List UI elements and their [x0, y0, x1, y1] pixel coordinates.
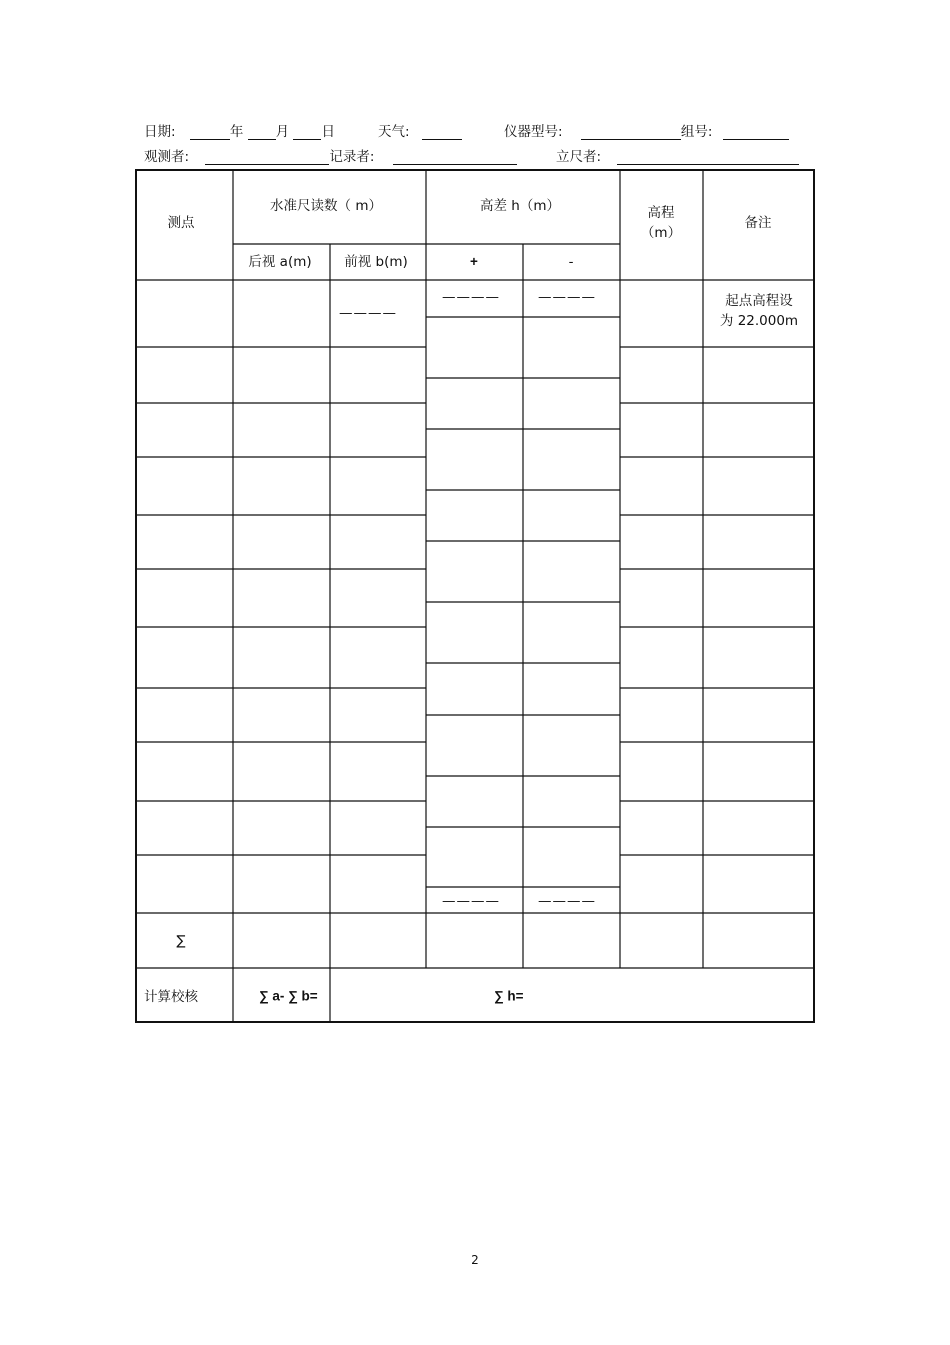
col-elevation-header	[641, 203, 681, 244]
start-elevation-note-line-1: 起点高程设	[725, 292, 793, 309]
plus-end-dash: ————	[442, 892, 500, 909]
col-diff-header: 高差 h（m）	[480, 197, 560, 214]
col-elevation-unit: （m）	[640, 225, 682, 241]
recorder-label: 记录者:	[329, 149, 375, 165]
start-elevation-note	[720, 291, 798, 332]
col-note-header: 备注	[744, 214, 772, 231]
year-label: 年	[229, 124, 244, 140]
foresight-start-dash: ————	[339, 304, 397, 321]
date-label: 日期:	[144, 124, 176, 140]
col-station-header: 测点	[167, 214, 195, 231]
minus-start-dash: ————	[538, 288, 596, 305]
observer-label: 观测者:	[144, 149, 190, 165]
col-minus-header: -	[568, 253, 574, 270]
month-label: 月	[275, 124, 290, 140]
col-reading-header: 水准尺读数（ m）	[270, 197, 382, 214]
col-plus-header: +	[470, 253, 478, 269]
day-label: 日	[321, 124, 335, 140]
page-number: 2	[471, 1253, 479, 1267]
weather-label: 天气:	[378, 124, 410, 140]
check-label: 计算校核	[144, 989, 198, 1005]
minus-end-dash: ————	[538, 892, 596, 909]
col-backsight-header: 后视 a(m)	[248, 253, 312, 270]
sum-symbol: ∑	[176, 932, 186, 949]
col-elevation-label: 高程	[647, 204, 675, 221]
staff-label: 立尺者:	[556, 149, 602, 165]
plus-start-dash: ————	[442, 288, 500, 305]
col-foresight-header: 前视 b(m)	[344, 253, 408, 270]
check-ab-formula: ∑ a- ∑ b=	[259, 988, 318, 1004]
check-h-formula: ∑ h=	[494, 988, 524, 1004]
instrument-label: 仪器型号:	[504, 124, 563, 140]
start-elevation-note-line-2: 为 22.000m	[719, 313, 799, 329]
group-label: 组号:	[680, 124, 713, 140]
